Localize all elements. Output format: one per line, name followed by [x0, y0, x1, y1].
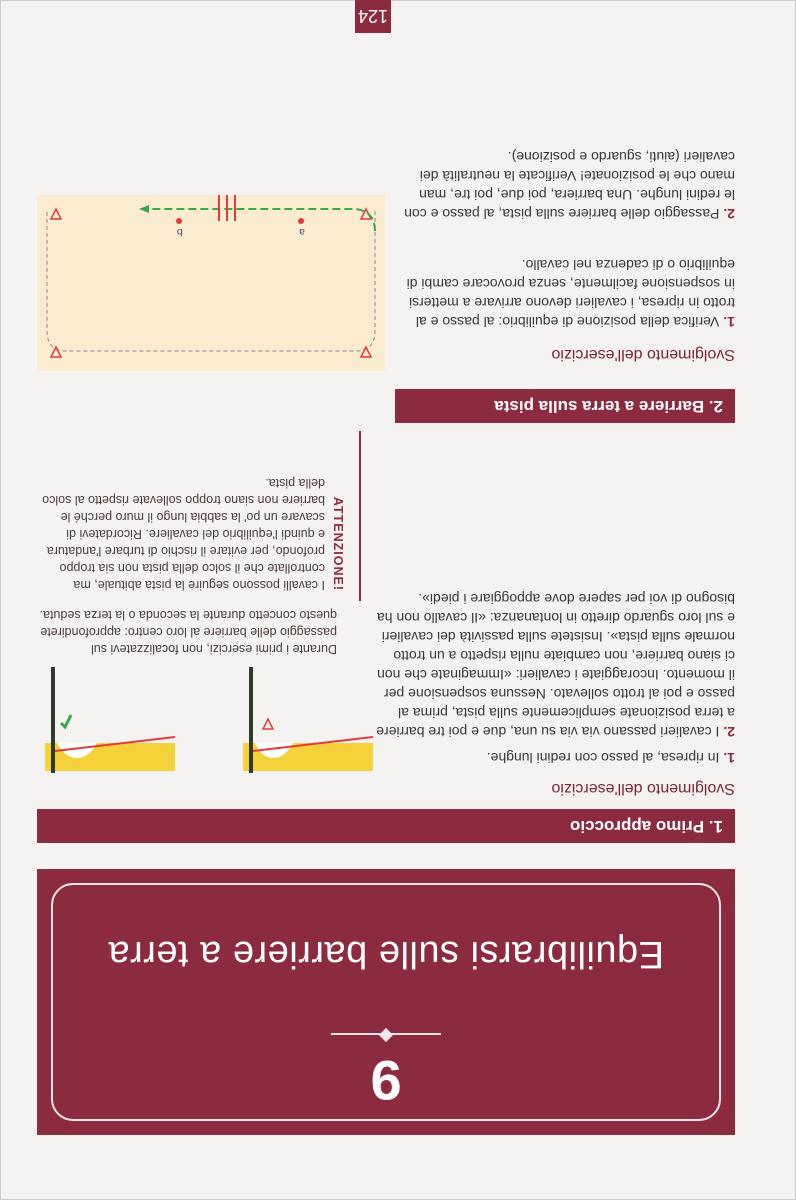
arena-background — [37, 195, 385, 371]
item-number: 2. — [723, 206, 735, 222]
section-header-1: 1. Primo approccio — [37, 809, 735, 843]
marker-a — [298, 218, 304, 224]
item-text: Verifica della posizione di equilibrio: al passo e al trotto in ripresa, i cavalieri devono arrivare a mettersi in sospensione facilmente, senza provocare cambi di equilibrio o di cadenza nel cavallo. — [406, 257, 735, 330]
item-text: Passaggio delle barriere sulla pista, al passo e con le redini lunghe. Una barriera, poi due, poi tre, man mano che le posizionate! Verificate la neutralità dei cavalieri (aiuti, sguardo e posizione). — [404, 149, 735, 222]
section2-item-2 — [395, 147, 735, 223]
marker-a-label: a — [298, 226, 305, 237]
chapter-number: 9 — [370, 1049, 402, 1112]
item-text: In ripresa, al passo con redini lunghe. — [486, 750, 720, 766]
attention-text: I cavalli possono seguire la pista abituale, ma controllate che il solco della pista non sia troppo profondo, per evitare il rischio di turbare l'andatura e quindi l'equilibrio del cavaliere. Ricordatevi di scavare un po' la sabbia lungo il muro perché le barriere non siano troppo sollevate rispetto al solco della pista. — [42, 476, 325, 592]
item-number: 1. — [723, 750, 735, 766]
section1-diagram-1 — [237, 667, 373, 779]
section1-subheading: Svolgimento dell'esercizio — [551, 780, 735, 797]
item-text: I cavalieri passano via via su una, due e poi tre barriere a terra posizionate semplicemente sulla pista, prima al passo e poi al trotto sollevato. Nessuna sospensione per il momento. Incoraggiate i cavalieri: «Immaginate che non ci siano barriere, non cambiate nulla rispetto a un trotto normale sulla pista». Insistete sulla passività dei cavalieri e sul loro sguardo diretto in lontananza: «Il cavallo non ha bisogno di voi per sapere dove appoggiare i piedi». — [376, 591, 735, 740]
section1-note: Durante i primi esercizi, non focalizzatevi sul passaggio delle barriere al loro centro: approfondirete questo concetto durante la seconda o la terza seduta. — [39, 608, 337, 656]
chapter-title: Equilibrarsi sulle barriere a terra — [107, 933, 665, 975]
marker-b-label: b — [176, 226, 183, 237]
chapter-banner — [37, 869, 735, 1135]
section1-item-2 — [375, 589, 735, 741]
item-number: 2. — [723, 724, 735, 740]
marker-b — [176, 218, 182, 224]
section1-item-1 — [375, 748, 735, 767]
section2-arena-diagram — [37, 195, 385, 371]
section2-item-1 — [395, 255, 735, 331]
diagram-triangle-icon — [263, 719, 273, 729]
attention-label: ATTENZIONE! — [331, 496, 345, 591]
diagram-arrow-icon — [61, 715, 71, 727]
page-number: 124 — [355, 0, 391, 33]
section1-diagram-2 — [39, 667, 175, 779]
section2-subheading: Svolgimento dell'esercizio — [551, 346, 735, 363]
item-number: 1. — [723, 314, 735, 330]
section-header-2: 2. Barriere a terra sulla pista — [395, 389, 735, 423]
